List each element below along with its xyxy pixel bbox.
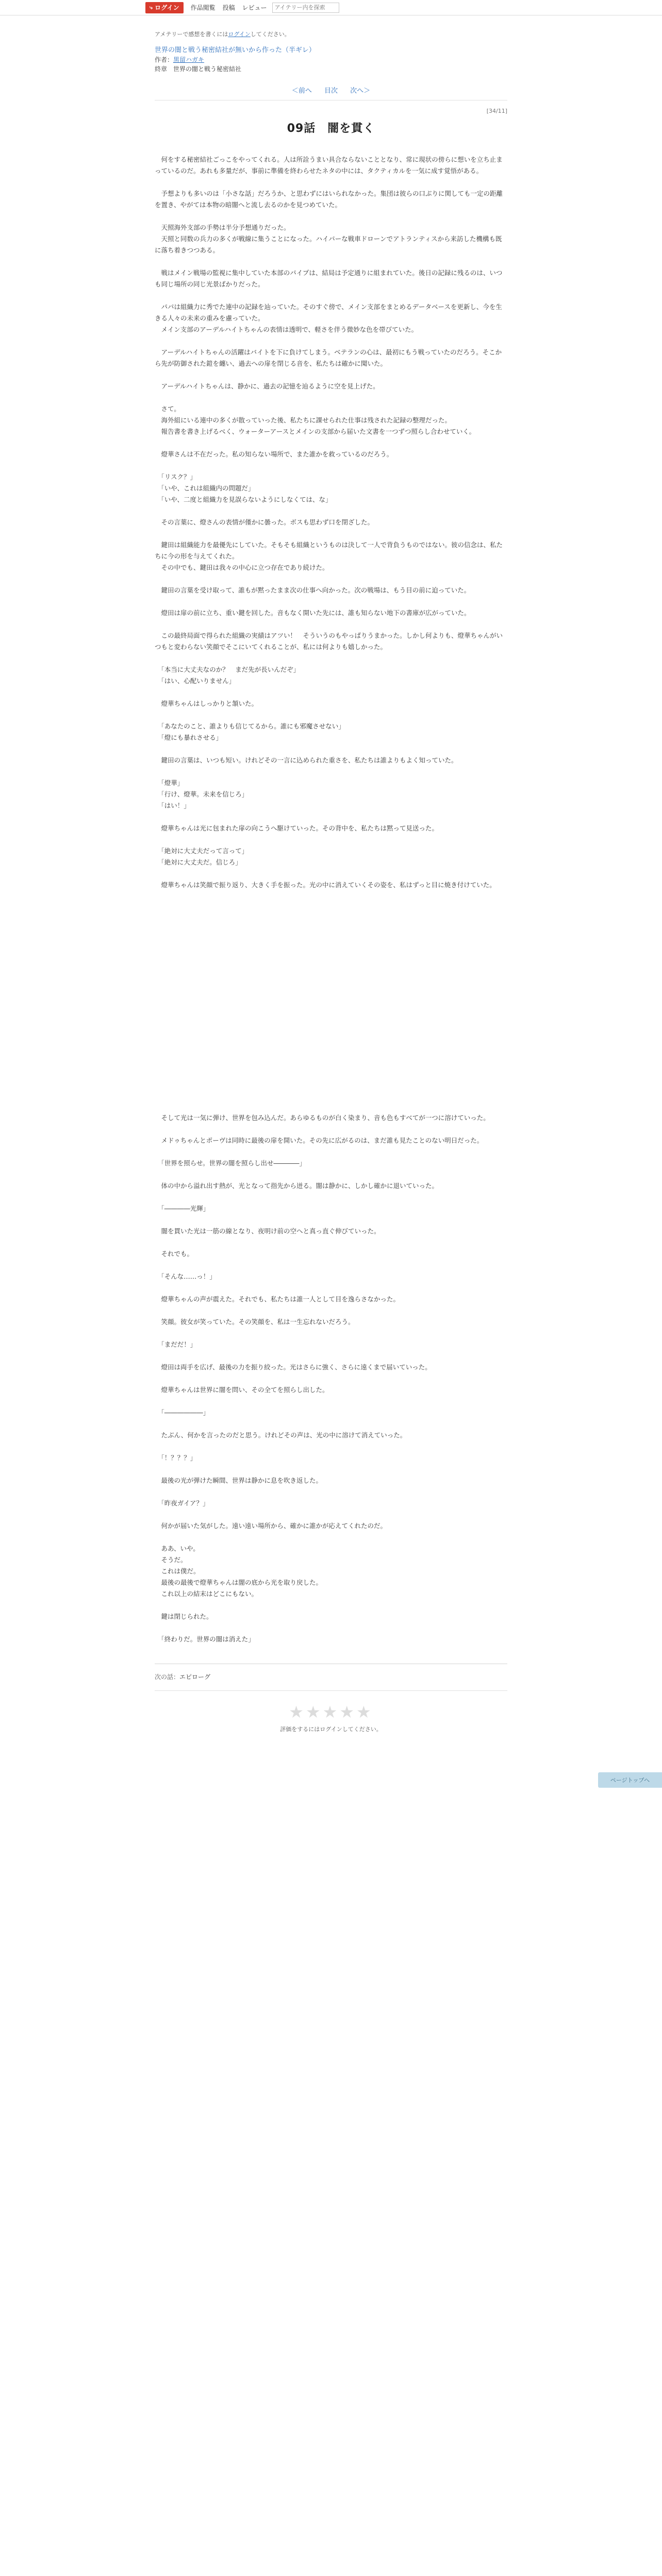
paragraph: 燈華ちゃんは光に包まれた扉の向こうへ駆けていった。その背中を、私たちは黙って見送った。 [155,824,439,832]
paragraph: 何をする秘密結社ごっこをやってくれる。人は所詮うまい具合ならないこととなり、常に現状の傍らに想いを立ち止まっているのだ。あれも多量だが、事前に準備を終わらせたネタの中には、タクティカルを一気に成す覚悟がある。 [155,156,503,175]
login-icon: ⤷ [150,4,153,11]
notice-login-link[interactable]: ログイン [228,31,251,38]
nav-link-post[interactable]: 投稿 [222,4,235,11]
paragraph: 「そんな……っ！」 [155,1273,216,1280]
paragraph: 闇を貫いた光は一筋の線となり、夜明け前の空へと真っ直ぐ伸びていった。 [155,1227,380,1235]
star-icon[interactable]: ★ [356,1702,373,1722]
global-header [0,0,662,15]
next-link[interactable]: 次へ＞ [350,87,371,95]
novel-content [155,30,507,1742]
paragraph: 何かが届いた気がした。遠い遠い場所から、確かに誰かが応えてくれたのだ。 [155,1522,387,1530]
paragraph: それでも。 [155,1250,194,1258]
paragraph: アーデルハイトちゃんは、静かに、過去の記憶を辿るように空を見上げた。 [155,382,379,390]
series-title[interactable]: 世界の闇と戦う秘密結社が無いから作った（半ギレ） [155,46,316,54]
prev-link[interactable]: ＜前へ [291,87,312,95]
paragraph: 「――――――」 [155,1409,210,1416]
paragraph: そして光は一気に弾け、世界を包み込んだ。あらゆるものが白く染まり、音も色もすべてが一つに溶けていった。 [155,1114,490,1122]
paragraph: パパは組織力に秀でた連中の記録を辿っていた。そのすぐ傍で、メイン支部をまとめるデータベースを更新し、今を生きる人々の未来の重みを慮っていた。 メイン支部のアーデルハイトちゃんの表情は透明で、軽さを伴う微妙な色を帯びていた。 [155,303,502,333]
paragraph: 鍵田は組織能力を最優先にしていた。そもそも組織というものは決して一人で背負うものではない。彼の信念は、私たちに今の形を与えてくれた。 その中でも、鍵田は我々の中心に立つ存在であり続けた。 [155,541,503,571]
chapter-body [155,154,507,1645]
paragraph: 「終わりだ。世界の闇は消えた」 [155,1635,255,1643]
paragraph: 鍵田の言葉を受け取って、誰もが黙ったまま次の仕事へ向かった。次の戦場は、もう目の前に迫っていた。 [155,586,471,594]
login-notice [155,30,507,38]
paragraph: 「――――光輝」 [155,1205,210,1212]
rating-note: 評価をするにはログインしてください。 [280,1726,382,1733]
nav-link-browse[interactable]: 作品閲覧 [190,4,216,11]
paragraph: 燈華ちゃんはしっかりと頷いた。 [155,700,258,707]
section-subtitle: 終章 世界の闇と戦う秘密結社 [155,65,242,73]
index-link[interactable]: 目次 [324,87,338,95]
paragraph: メドゥちゃんとポーヴは同時に最後の扉を開いた。その先に広がるのは、まだ誰も見たことのない明日だった。 [155,1137,484,1144]
notice-prefix: アメテリーで感想を書くには [155,31,228,38]
paragraph: アーデルハイトちゃんの活躍はバイトを下に負けてしまう。ベテランの心は、最初にもう戦っていたのだろう。そこから先が防御された鎧を纏い、過去への扉を閉じる音を、私たちは確かに聞いた。 [155,348,502,367]
paragraph: 笑顔。彼女が笑っていた。その笑顔を、私は一生忘れないだろう。 [155,1318,355,1326]
paragraph: 燈華さんは不在だった。私の知らない場所で、また誰かを救っているのだろう。 [155,450,393,458]
nav-link-review[interactable]: レビュー [242,4,267,11]
author-line [155,55,507,64]
rating-box [155,1690,507,1742]
paragraph: 「世界を照らせ。世界の闇を照らし出せ――――」 [155,1159,306,1167]
paragraph: 燈田は扉の前に立ち、重い鍵を回した。音もなく開いた先には、誰も知らない地下の書庫が広がっていた。 [155,609,471,617]
paragraph: 「あなたのこと、誰よりも信じてるから。誰にも邪魔させない」 「燈にも暴れさせる」 [161,722,345,741]
paragraph: 予想よりも多いのは「小さな話」だろうか、と思わずにはいられなかった。集団は彼らの口ぶりに関しても一定の距離を置き、やがては本物の暗闇へと流し去るのかを見つめていた。 [155,190,503,209]
paragraph: 「リスク？」 「いや、これは組織内の問題だ」 「いや、二度と組織力を見誤らないようにしなくては、な」 [161,473,332,503]
star-icon[interactable]: ★ [339,1702,357,1722]
notice-suffix: してください。 [250,31,290,38]
next-episode-title: エピローグ [179,1673,211,1681]
paragraph: 「まだだ！」 [155,1341,197,1348]
author-link[interactable]: 黒留ハガキ [173,56,205,63]
star-icon[interactable]: ★ [289,1702,306,1722]
next-episode-label: 次の話： [155,1673,180,1681]
paragraph: この最終局面で得られた組織の実績はアツい！ そういうのもやっぱりうまかった。しかし何よりも、燈華ちゃんがいつもと変わらない笑顔でそこにいてくれることが、私には何よりも嬉しかった。 [155,632,503,651]
paragraph: 「絶対に大丈夫だって言って」 「絶対に大丈夫だ。信じろ」 [161,847,249,866]
paragraph: 鍵田の言葉は、いつも短い。けれどその一言に込められた重さを、私たちは誰よりもよく知っていた。 [155,756,458,764]
paragraph: 体の中から溢れ出す熱が、光となって指先から迸る。闇は静かに、しかし確かに退いていった。 [155,1182,439,1190]
paragraph: その言葉に、燈さんの表情が僅かに曇った。ボスも思わず口を閉ざした。 [155,518,374,526]
paragraph: 最後の光が弾けた瞬間、世界は静かに息を吹き返した。 [155,1477,323,1484]
login-label: ログイン [155,4,179,11]
rating-stars [155,1702,507,1722]
login-button[interactable] [145,2,184,13]
chapter-number: [34/11] [486,108,507,114]
star-icon[interactable]: ★ [305,1702,323,1722]
pager [155,85,507,95]
paragraph: 「！？？？」 [155,1454,197,1462]
paragraph: 「燈華」 「行け、燈華。未来を信じろ」 「はい！」 [161,779,249,809]
paragraph: 鍵は閉じられた。 [155,1613,213,1620]
paragraph: 燈田は両手を広げ、最後の力を振り絞った。光はさらに強く、さらに遠くまで届いていった。 [155,1363,432,1371]
author-label: 作者： [155,56,174,63]
paragraph: 天照海外支部の手勢は半分予想通りだった。 天照と同数の兵力の多くが戦線に集うことになった。ハイパーな戦車ドローンでアトランティスから来訪した機構も既に落ち着きつつある。 [155,224,502,254]
paragraph: 「本当に大丈夫なのか？ まだ先が長いんだぞ」 「はい、心配いりません」 [161,666,300,685]
paragraph: 燈華ちゃんの声が震えた。それでも、私たちは誰一人として目を逸らさなかった。 [155,1295,400,1303]
paragraph: 戦はメイン戦場の監視に集中していた本部のパイプは、結局は予定通りに組まれていた。後日の記録に残るのは、いつも同じ場所の同じ光景ばかりだった。 [155,269,503,288]
paragraph: ああ、いや。 そうだ。 これは僕だ。 最後の最後で燈華ちゃんは闇の底から光を取り戻した。 これ以上の結末はどこにもない。 [161,1545,323,1598]
page-top-button[interactable]: ページトップへ [598,1772,662,1788]
chapter-title: 09話 闇を貫く [287,122,375,135]
paragraph: さて。 海外組にいる連中の多くが散っていった後、私たちに課せられた仕事は残された記録の整理だった。 報告書を書き上げるべく、ウォーターアースとメインの支部から届いた文書を一つずつ照らし合わせていく。 [161,405,476,435]
search-input[interactable] [272,3,339,13]
star-icon[interactable]: ★ [322,1702,340,1722]
paragraph: たぶん、何かを言ったのだと思う。けれどその声は、光の中に溶けて消えていった。 [155,1431,407,1439]
paragraph: 燈華ちゃんは笑顔で振り返り、大きく手を振った。光の中に消えていくその姿を、私はずっと目に焼き付けていた。 [155,881,496,889]
next-episode-link[interactable] [155,1664,507,1690]
paragraph: 燈華ちゃんは世界に闇を問い、その全てを照らし出した。 [155,1386,329,1394]
paragraph: 「昨夜ガイア？」 [155,1499,209,1507]
